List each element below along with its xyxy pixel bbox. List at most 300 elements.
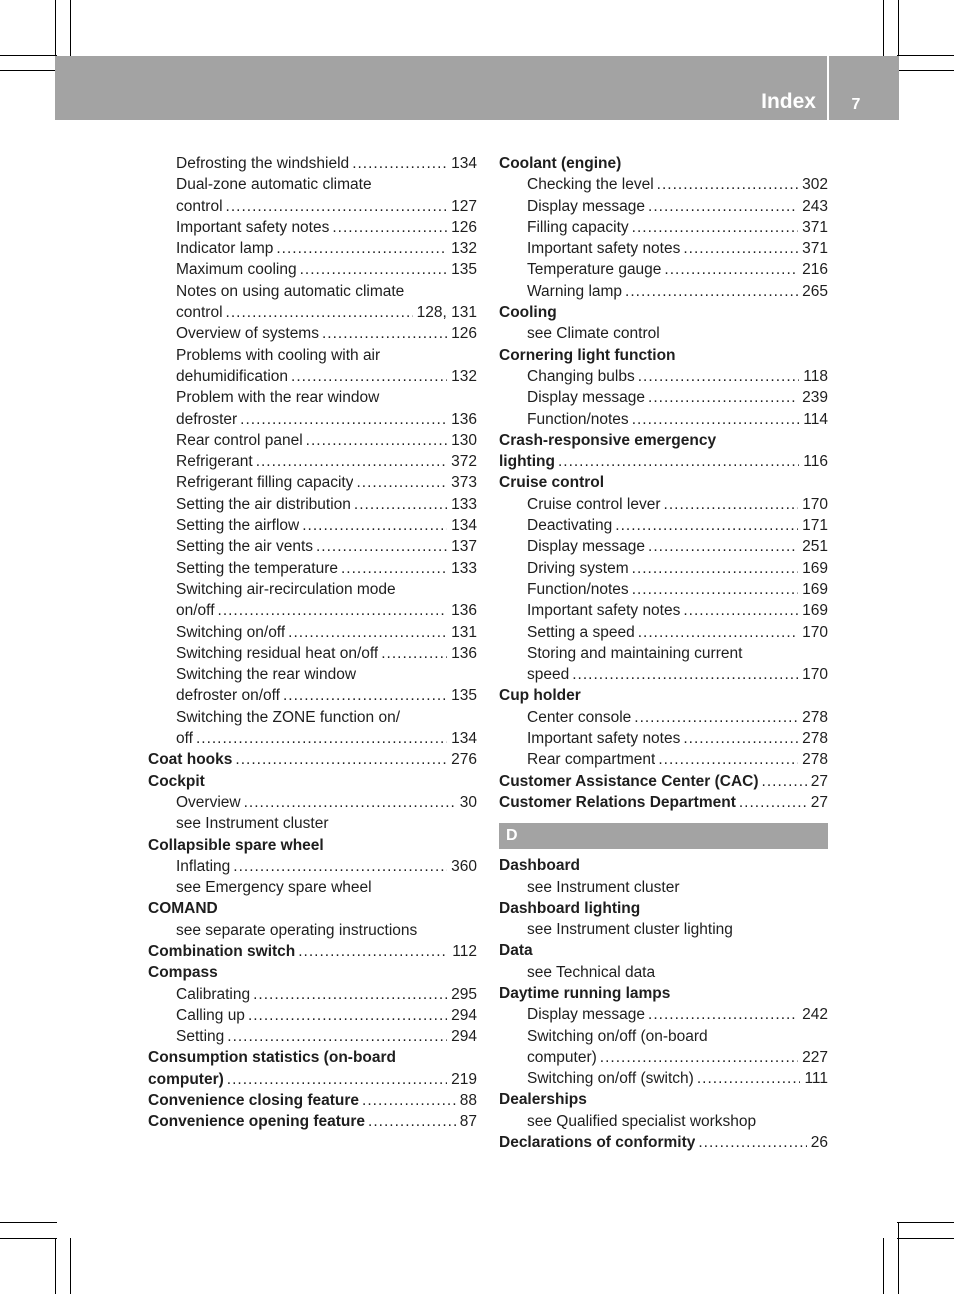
entry-label: Rear compartment [527, 751, 656, 769]
leader-dots [648, 1004, 798, 1025]
page-number: 7 [851, 96, 861, 113]
page-reference: 128, 131 [416, 304, 477, 322]
page-reference: 136 [451, 410, 477, 428]
page-reference: 127 [451, 197, 477, 215]
index-subentry [499, 238, 828, 259]
leader-dots [352, 153, 447, 174]
leader-dots [368, 1111, 456, 1132]
entry-label: Convenience closing feature [148, 1092, 360, 1110]
page-reference: 295 [451, 985, 477, 1003]
entry-label: Setting the air distribution [176, 495, 351, 513]
leader-dots [648, 536, 798, 557]
crop-mark [883, 0, 884, 57]
index-subentry [148, 1005, 477, 1026]
leader-dots [322, 323, 447, 344]
page-reference: 360 [451, 857, 477, 875]
entry-label: Switching on/off [176, 623, 286, 641]
index-subentry [148, 472, 477, 493]
entry-label: see Technical data [527, 963, 656, 981]
entry-label: Switching the rear window [176, 666, 357, 684]
index-subentry [499, 366, 828, 387]
index-entry [499, 472, 828, 493]
page-reference: 136 [451, 602, 477, 620]
page-reference: 169 [802, 580, 828, 598]
index-entry [499, 771, 828, 792]
leader-dots [226, 302, 413, 323]
index-subentry [499, 281, 828, 302]
entry-label: Filling capacity [527, 218, 629, 236]
entry-label: Overview of systems [176, 325, 319, 343]
entry-label: Function/notes [527, 410, 629, 428]
entry-label: Display message [527, 389, 646, 407]
index-subentry [148, 323, 477, 344]
leader-dots [600, 1047, 798, 1068]
entry-label: Compass [148, 964, 218, 982]
index-subentry [148, 536, 477, 557]
entry-label: Maximum cooling [176, 261, 297, 279]
entry-label: Indicator lamp [176, 240, 274, 258]
page-reference: 111 [804, 1070, 828, 1088]
page-reference: 278 [802, 751, 828, 769]
crop-mark [0, 1222, 57, 1223]
entry-label: Customer Assistance Center (CAC) [499, 772, 759, 790]
leader-dots [227, 1069, 447, 1090]
leader-dots [683, 238, 798, 259]
leader-dots [302, 515, 447, 536]
crop-mark [898, 1222, 899, 1294]
index-subentry [499, 259, 828, 280]
entry-label: Switching air-recirculation mode [176, 580, 396, 598]
entry-label: Coat hooks [148, 751, 233, 769]
leader-dots [235, 749, 447, 770]
page-reference: 112 [452, 942, 477, 960]
entry-label: Cooling [499, 304, 557, 322]
entry-label: Inflating [176, 857, 231, 875]
leader-dots [632, 579, 798, 600]
entry-label: Coolant (engine) [499, 155, 622, 172]
leader-dots [283, 685, 447, 706]
leader-dots [276, 238, 447, 259]
entry-label: Customer Relations Department [499, 793, 736, 811]
entry-label: Combination switch [148, 942, 296, 960]
entry-label: Defrosting the windshield [176, 155, 350, 172]
entry-label: defroster [176, 410, 238, 428]
page-reference: 265 [802, 282, 828, 300]
page-reference: 216 [802, 261, 828, 279]
entry-label: Important safety notes [527, 602, 681, 620]
page-reference: 276 [451, 751, 477, 769]
leader-dots [240, 409, 447, 430]
leader-dots [244, 792, 456, 813]
index-entry [148, 1111, 477, 1132]
page-title: Index [761, 90, 816, 113]
index-subentry [499, 196, 828, 217]
index-entry [148, 941, 477, 962]
leader-dots [625, 281, 798, 302]
crop-mark [0, 70, 57, 71]
leader-dots [356, 472, 447, 493]
index-subentry [499, 217, 828, 238]
leader-dots [233, 856, 447, 877]
index-subentry [148, 1026, 477, 1047]
page-reference: 170 [802, 495, 828, 513]
crop-mark [897, 70, 954, 71]
entry-label: control [176, 304, 223, 322]
index-subentry [499, 558, 828, 579]
index-subentry [499, 622, 828, 643]
entry-label: Important safety notes [527, 240, 681, 258]
entry-label: Dashboard [499, 857, 580, 875]
page-reference: 134 [451, 517, 477, 535]
entry-label: Switching on/off (switch) [527, 1070, 694, 1088]
index-subentry [148, 792, 477, 813]
page-reference: 132 [451, 240, 477, 258]
entry-label: Driving system [527, 559, 629, 577]
page-reference: 116 [803, 453, 828, 471]
index-subentry [148, 813, 477, 834]
entry-label: Display message [527, 538, 646, 556]
entry-label: control [176, 197, 223, 215]
page-reference: 243 [802, 197, 828, 215]
page-reference: 30 [459, 793, 477, 811]
leader-dots [648, 196, 798, 217]
index-subentry [148, 579, 477, 600]
index-subentry [499, 387, 828, 408]
index-subentry [148, 451, 477, 472]
page-reference: 371 [802, 218, 828, 236]
index-entry [499, 792, 828, 813]
index-entry [499, 1089, 828, 1110]
entry-label: Cornering light function [499, 346, 676, 364]
entry-label: Setting the temperature [176, 559, 338, 577]
page-reference: 134 [451, 155, 477, 172]
entry-label: Temperature gauge [527, 261, 662, 279]
entry-label: Dashboard lighting [499, 899, 641, 917]
entry-label: Problem with the rear window [176, 389, 380, 407]
entry-label: COMAND [148, 900, 218, 918]
crop-mark [0, 1238, 57, 1239]
crop-mark [55, 1238, 56, 1294]
leader-dots [341, 558, 447, 579]
leader-dots [664, 494, 799, 515]
letter-section-header: D [499, 823, 828, 849]
entry-label: Overview [176, 793, 241, 811]
leader-dots [638, 366, 800, 387]
page-reference: 169 [802, 559, 828, 577]
leader-dots [762, 771, 807, 792]
index-subentry [499, 1026, 828, 1047]
page-reference: 278 [802, 708, 828, 726]
page-reference: 88 [459, 1092, 477, 1110]
leader-dots [632, 558, 798, 579]
page-reference: 294 [451, 1006, 477, 1024]
page-reference: 126 [451, 325, 477, 343]
entry-label: on/off [176, 602, 215, 620]
index-entry [148, 962, 477, 983]
leader-dots [354, 494, 447, 515]
page-reference: 131 [451, 623, 477, 641]
entry-label: Data [499, 942, 533, 960]
page-reference: 294 [451, 1028, 477, 1046]
entry-label: off [176, 730, 193, 748]
leader-dots [683, 600, 798, 621]
crop-mark [897, 1222, 954, 1223]
leader-dots [634, 707, 798, 728]
entry-label: Setting the airflow [176, 517, 300, 535]
entry-label: Declarations of conformity [499, 1134, 696, 1152]
index-subentry [499, 1068, 828, 1089]
entry-label: Cruise control lever [527, 495, 661, 513]
entry-label: Switching residual heat on/off [176, 644, 379, 662]
index-subentry [148, 707, 477, 728]
entry-label: Dealerships [499, 1091, 587, 1109]
index-entry [499, 153, 828, 174]
page-reference: 118 [803, 367, 828, 385]
index-subentry [499, 728, 828, 749]
entry-label: dehumidification [176, 367, 289, 385]
entry-label: Center console [527, 708, 632, 726]
leader-dots [332, 217, 447, 238]
index-entry [499, 1132, 828, 1153]
index-subentry [148, 217, 477, 238]
entry-label: Daytime running lamps [499, 984, 671, 1002]
leader-dots [253, 984, 447, 1005]
index-subentry [499, 707, 828, 728]
page-reference: 242 [802, 1006, 828, 1024]
leader-dots [291, 366, 447, 387]
entry-label: Refrigerant [176, 453, 253, 471]
index-subentry [499, 409, 828, 430]
index-subentry [499, 1111, 828, 1132]
leader-dots [218, 600, 448, 621]
page-reference: 27 [810, 793, 828, 811]
crop-mark [898, 0, 899, 57]
index-subentry [499, 600, 828, 621]
entry-label: Consumption statistics (on-board [148, 1049, 396, 1067]
entry-label: Calibrating [176, 985, 251, 1003]
page-reference: 135 [451, 261, 477, 279]
index-subentry [148, 494, 477, 515]
entry-label: Storing and maintaining current [527, 644, 743, 662]
entry-label: computer) [148, 1070, 224, 1088]
leader-dots [256, 451, 447, 472]
leader-dots [227, 1026, 447, 1047]
index-subentry [499, 515, 828, 536]
page-reference: 133 [451, 559, 477, 577]
index-subentry [148, 558, 477, 579]
entry-label: Collapsible spare wheel [148, 836, 324, 854]
entry-label: Problems with cooling with air [176, 346, 381, 364]
leader-dots [638, 622, 798, 643]
index-subentry [499, 536, 828, 557]
index-subentry [499, 494, 828, 515]
index-entry [499, 345, 828, 366]
index-entry [148, 1047, 477, 1068]
index-entry [148, 1069, 477, 1090]
page-reference: 130 [451, 431, 477, 449]
index-entry [499, 430, 828, 451]
leader-dots [683, 728, 798, 749]
index-subentry [499, 664, 828, 685]
page-reference: 373 [451, 474, 477, 492]
crop-mark [883, 1238, 884, 1294]
entry-label: Refrigerant filling capacity [176, 474, 354, 492]
leader-dots [362, 1090, 456, 1111]
index-subentry [148, 643, 477, 664]
index-subentry [499, 919, 828, 940]
entry-label: Cruise control [499, 474, 605, 492]
index-subentry [499, 962, 828, 983]
entry-label: Checking the level [527, 176, 654, 194]
entry-label: Calling up [176, 1006, 245, 1024]
leader-dots [196, 728, 447, 749]
entry-label: Cup holder [499, 687, 581, 705]
index-entry [499, 855, 828, 876]
index-subentry [499, 579, 828, 600]
index-subentry [148, 430, 477, 451]
index-entry [499, 685, 828, 706]
crop-mark [0, 55, 57, 56]
index-subentry [148, 196, 477, 217]
index-subentry [148, 153, 477, 174]
index-subentry [499, 1004, 828, 1025]
entry-label: Notes on using automatic climate [176, 282, 405, 300]
entry-label: Important safety notes [176, 218, 330, 236]
leader-dots [558, 451, 799, 472]
crop-mark [897, 55, 954, 56]
leader-dots [657, 174, 798, 195]
index-entry [499, 940, 828, 961]
leader-dots [697, 1068, 801, 1089]
index-subentry [148, 366, 477, 387]
index-subentry [148, 281, 477, 302]
entry-label: Changing bulbs [527, 367, 635, 385]
leader-dots [248, 1005, 447, 1026]
entry-label: see Climate control [527, 325, 660, 343]
entry-label: Switching on/off (on-board [527, 1027, 708, 1045]
leader-dots [316, 536, 447, 557]
page-reference: 170 [802, 623, 828, 641]
index-subentry [148, 515, 477, 536]
entry-label: see Emergency spare wheel [176, 879, 372, 897]
page-reference: 278 [802, 730, 828, 748]
page-reference: 27 [810, 772, 828, 790]
entry-label: see Instrument cluster [176, 815, 329, 833]
leader-dots [698, 1132, 806, 1153]
page-reference: 136 [451, 644, 477, 662]
index-entry [499, 302, 828, 323]
index-entry [148, 898, 477, 919]
index-subentry [148, 877, 477, 898]
entry-label: Setting a speed [527, 623, 635, 641]
leader-dots [664, 259, 798, 280]
crop-mark [897, 1238, 954, 1239]
page-reference: 251 [802, 538, 828, 556]
entry-label: Warning lamp [527, 282, 623, 300]
page-reference: 302 [802, 176, 828, 194]
leader-dots [739, 792, 807, 813]
index-subentry [148, 685, 477, 706]
index-subentry [148, 856, 477, 877]
leader-dots [615, 515, 798, 536]
index-subentry [148, 409, 477, 430]
leader-dots [298, 941, 448, 962]
entry-label: Switching the ZONE function on/ [176, 708, 401, 726]
index-subentry [148, 174, 477, 195]
crop-mark [70, 0, 71, 57]
index-column-left [148, 153, 477, 1133]
entry-label: Cockpit [148, 772, 205, 790]
entry-label: defroster on/off [176, 687, 280, 705]
leader-dots [288, 622, 447, 643]
index-entry [148, 749, 477, 770]
index-subentry [499, 1047, 828, 1068]
page-reference: 114 [803, 410, 828, 428]
entry-label: Rear control panel [176, 431, 303, 449]
entry-label: Dual-zone automatic climate [176, 176, 372, 194]
entry-label: Display message [527, 197, 646, 215]
page-reference: 371 [802, 240, 828, 258]
leader-dots [632, 409, 800, 430]
index-subentry [499, 877, 828, 898]
entry-label: Display message [527, 1006, 646, 1024]
index-subentry [148, 302, 477, 323]
page-reference: 132 [451, 367, 477, 385]
entry-label: see separate operating instructions [176, 921, 418, 939]
entry-label: lighting [499, 453, 555, 471]
index-entry [499, 898, 828, 919]
index-entry [499, 451, 828, 472]
page-reference: 170 [802, 666, 828, 684]
leader-dots [226, 196, 448, 217]
page-reference: 87 [459, 1113, 477, 1131]
entry-label: Important safety notes [527, 730, 681, 748]
entry-label: see Instrument cluster [527, 878, 680, 896]
index-subentry [499, 174, 828, 195]
entry-label: Setting [176, 1028, 225, 1046]
entry-label: computer) [527, 1048, 597, 1066]
index-subentry [148, 622, 477, 643]
index-subentry [148, 345, 477, 366]
leader-dots [648, 387, 798, 408]
entry-label: speed [527, 666, 570, 684]
crop-mark [70, 1238, 71, 1294]
index-subentry [148, 664, 477, 685]
leader-dots [632, 217, 798, 238]
entry-label: see Instrument cluster lighting [527, 921, 733, 939]
page-reference: 171 [802, 517, 828, 535]
page-reference: 137 [451, 538, 477, 556]
index-subentry [499, 323, 828, 344]
leader-dots [300, 259, 448, 280]
page-reference: 26 [810, 1134, 828, 1152]
index-entry [148, 835, 477, 856]
index-subentry [499, 643, 828, 664]
page-reference: 126 [451, 218, 477, 236]
entry-label: Function/notes [527, 580, 629, 598]
leader-dots [658, 749, 798, 770]
index-entry [499, 983, 828, 1004]
page-reference: 239 [802, 389, 828, 407]
index-column-right [499, 153, 828, 1153]
entry-label: Crash-responsive emergency [499, 431, 717, 449]
leader-dots [306, 430, 447, 451]
leader-dots [381, 643, 447, 664]
index-subentry [148, 600, 477, 621]
index-subentry [148, 728, 477, 749]
index-subentry [148, 387, 477, 408]
crop-mark [55, 0, 56, 57]
